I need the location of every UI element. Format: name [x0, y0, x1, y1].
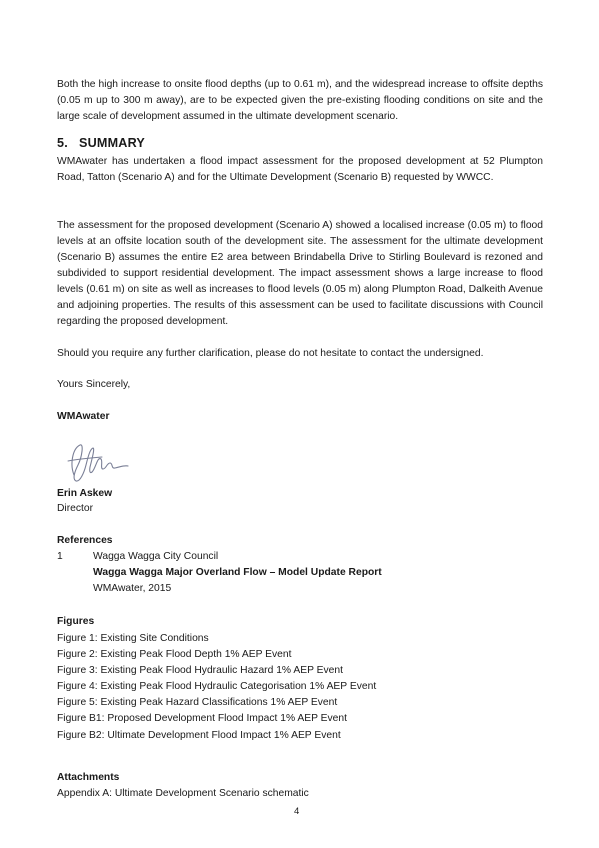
figure-list-item: Figure 1: Existing Site Conditions — [57, 633, 209, 644]
summary-paragraph-2: The assessment for the proposed development (Scenario A) showed a localised increase (0.05 m) to flood levels at an offsite location south of the development site. The assessment for the ultimate development (Scenario B) assumes the entire E2 area between Brindabella Drive to Stirling Boulevard is rezoned and subdivided to support residential development. The impact assessment shows a large increase to flood levels (0.61 m) on site as well as increases to flood levels (0.05 m) along Plumpton Road, Dalkeith Avenue and adjoining properties. The results of this assessment can be used to facilitate discussions with Council regarding the proposed development. — [57, 220, 543, 327]
figures-list — [57, 631, 376, 744]
company-name: WMAwater — [57, 411, 110, 422]
attachment-item: Appendix A: Ultimate Development Scenario schematic — [57, 788, 309, 799]
reference-title: Wagga Wagga Major Overland Flow – Model Update Report — [93, 567, 382, 578]
summary-paragraph-1: WMAwater has undertaken a flood impact assessment for the proposed development at 52 Plumpton Road, Tatton (Scenario A) and for the Ultimate Development (Scenario B) requested by WWCC. — [57, 156, 543, 183]
signatory-name: Erin Askew — [57, 488, 113, 499]
figure-list-item: Figure B1: Proposed Development Flood Impact 1% AEP Event — [57, 713, 347, 725]
signature-image — [60, 435, 130, 485]
reference-number: 1 — [57, 551, 63, 562]
figure-list-item: Figure 5: Existing Peak Hazard Classifications 1% AEP Event — [57, 697, 338, 709]
summary-heading — [57, 136, 145, 150]
summary-section-number: 5. — [57, 136, 68, 150]
salutation: Yours Sincerely, — [57, 379, 131, 390]
attachments-heading: Attachments — [57, 772, 120, 783]
page-number: 4 — [294, 806, 300, 817]
reference-item — [57, 549, 218, 565]
figure-list-item: Figure 2: Existing Peak Flood Depth 1% AEP Event — [57, 649, 292, 661]
figure-list-item: Figure B2: Ultimate Development Flood Impact 1% AEP Event — [57, 729, 341, 741]
references-heading: References — [57, 535, 113, 546]
figure-list-item: Figure 3: Existing Peak Flood Hydraulic Hazard 1% AEP Event — [57, 665, 343, 677]
figures-heading: Figures — [57, 616, 95, 627]
intro-paragraph: Both the high increase to onsite flood depths (up to 0.61 m), and the widespread increase to offsite depths (0.05 m up to 300 m away), are to be expected given the pre-existing flooding conditions on site and the large scale of development assumed in the ultimate development scenario. — [57, 79, 543, 122]
reference-publisher: WMAwater, 2015 — [93, 583, 172, 594]
summary-paragraph-3: Should you require any further clarification, please do not hesitate to contact the undersigned. — [57, 348, 484, 359]
reference-author: Wagga Wagga City Council — [93, 551, 219, 562]
summary-section-title: SUMMARY — [79, 136, 145, 150]
signatory-title: Director — [57, 503, 94, 514]
figure-list-item: Figure 4: Existing Peak Flood Hydraulic Categorisation 1% AEP Event — [57, 681, 377, 693]
